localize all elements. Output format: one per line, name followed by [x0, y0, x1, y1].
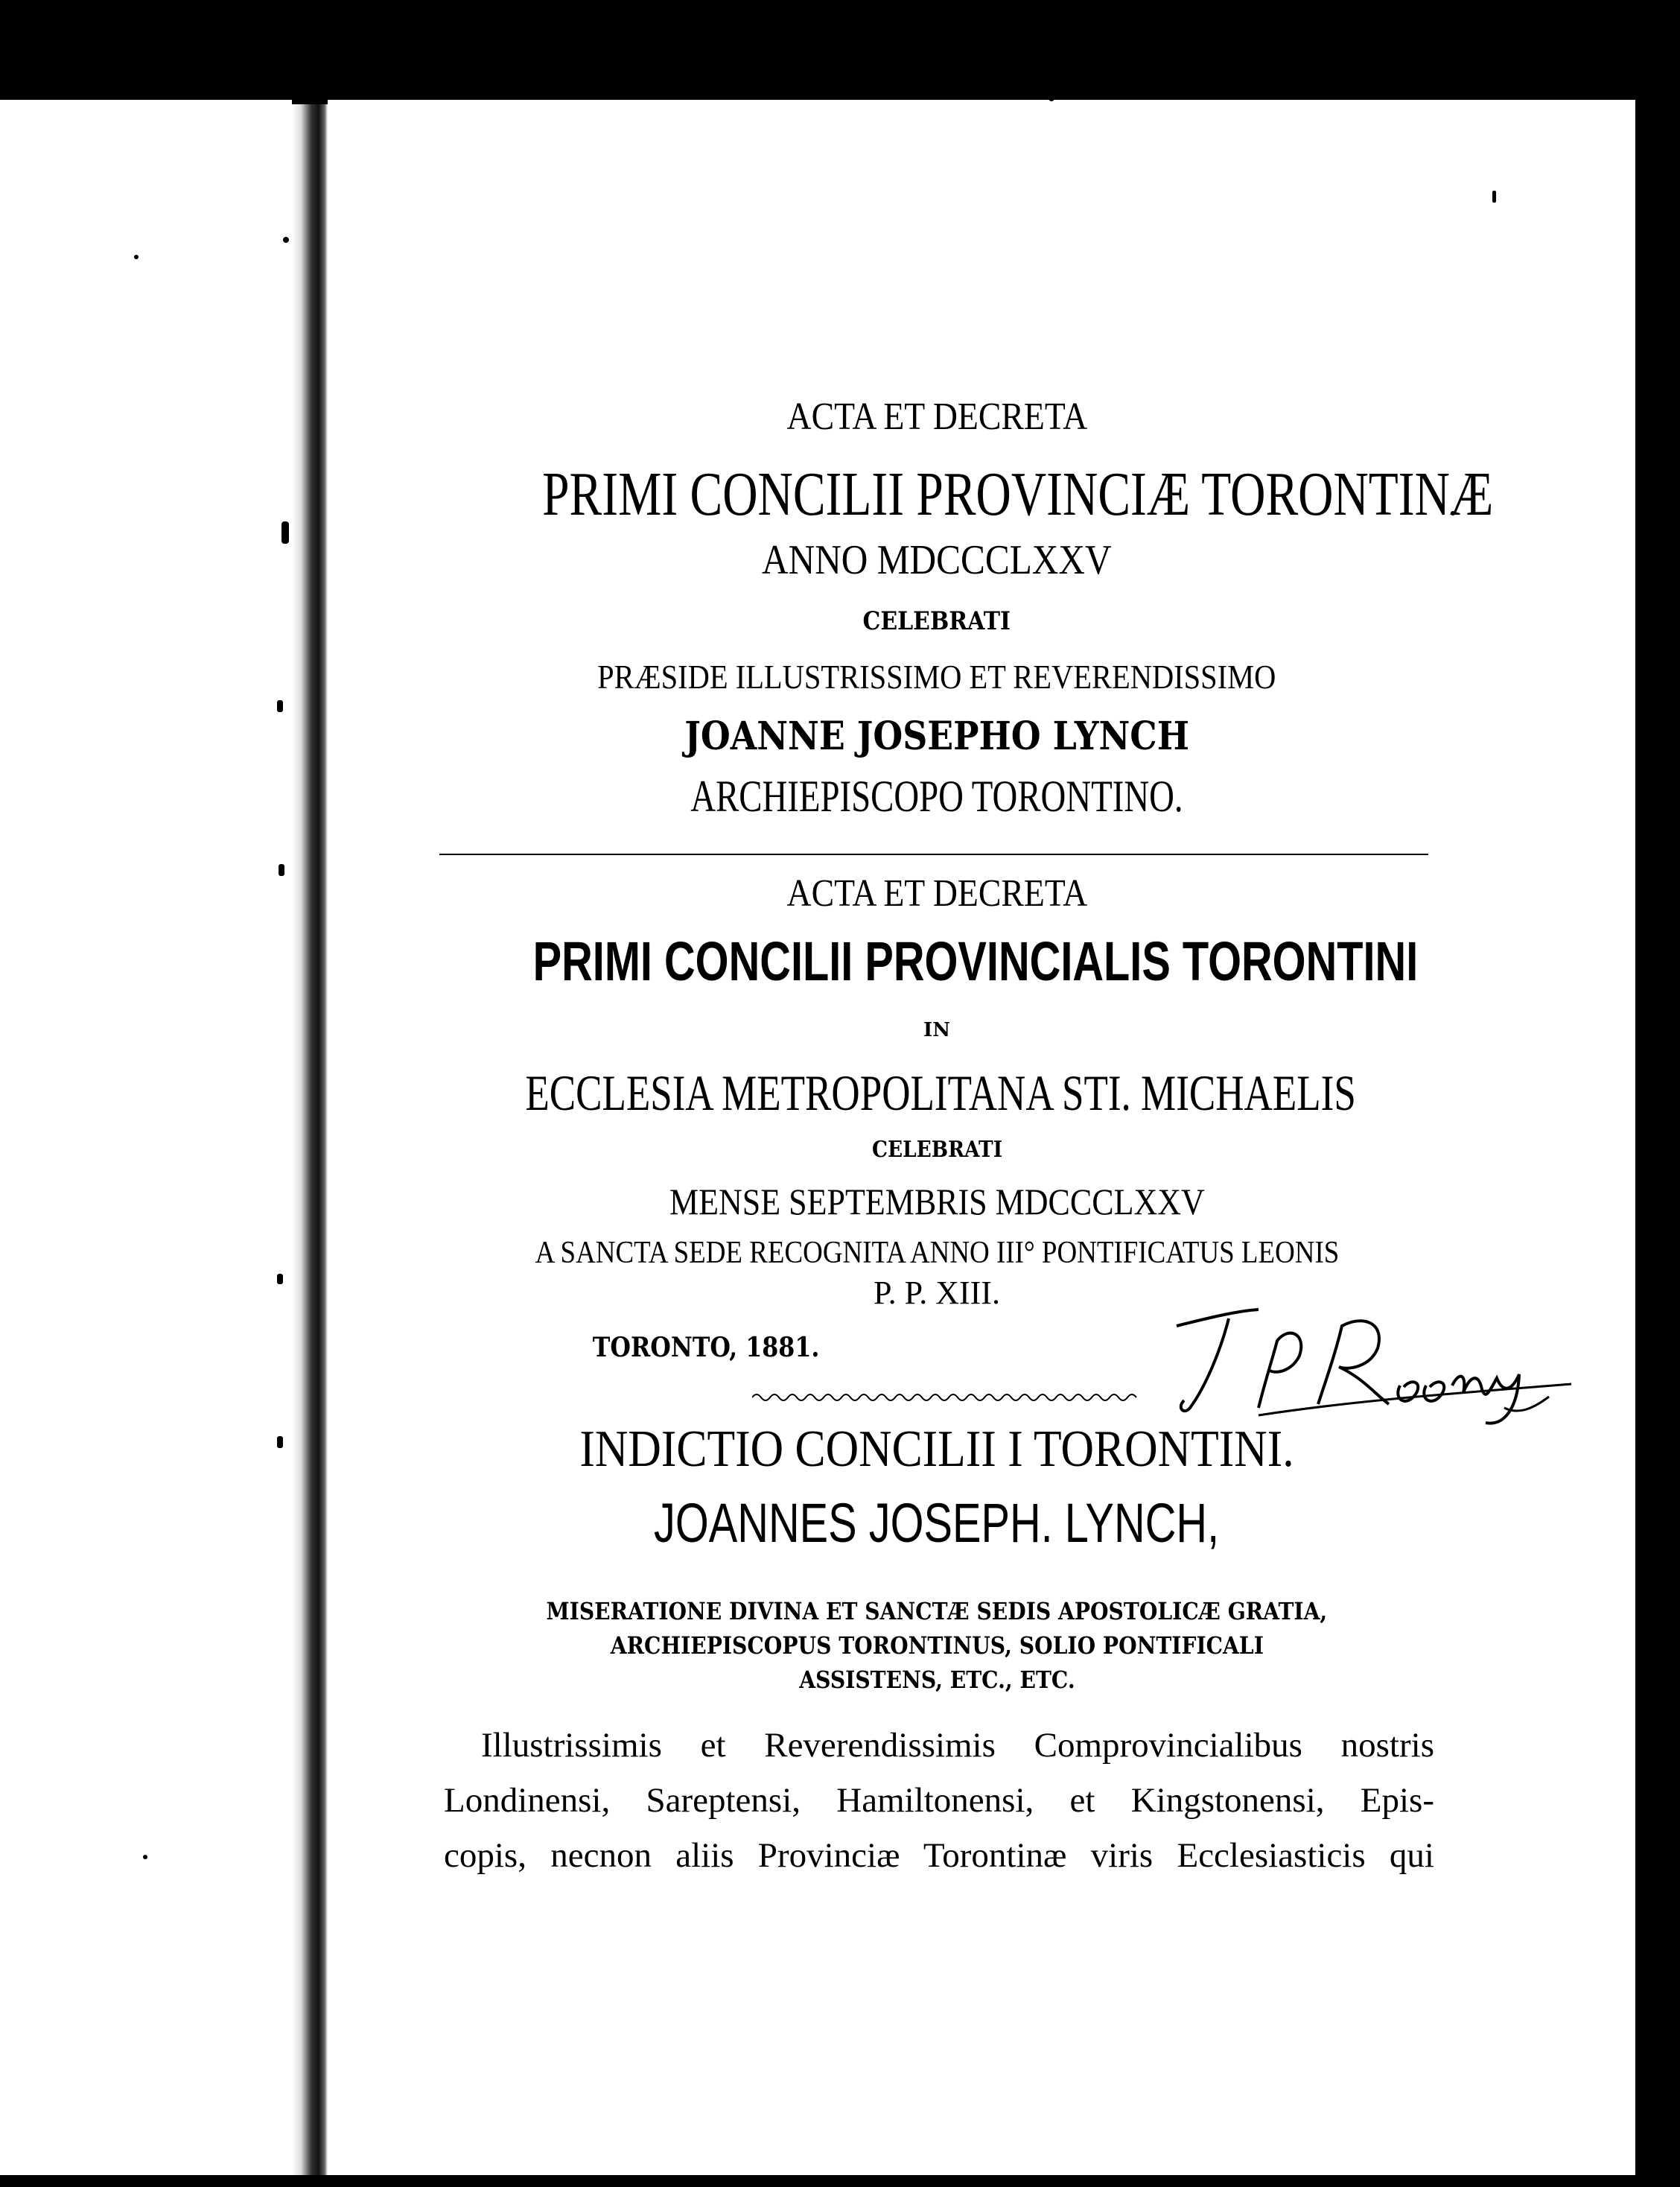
styling-line-3: [408, 1666, 1466, 1694]
ink-speck: [279, 864, 284, 876]
title-text: ANNO MDCCCLXXV: [762, 537, 1112, 583]
book-spine: [292, 104, 328, 2175]
wavy-ornament: [752, 1391, 1139, 1403]
indictio-name: [408, 1491, 1466, 1555]
styling-text: ARCHIEPISCOPUS TORONTINUS, SOLIO PONTIFICALI: [610, 1631, 1264, 1660]
title-block: [408, 395, 1494, 857]
second-title-in: [408, 1019, 1466, 1041]
title-line-primi-concilii: [408, 458, 1494, 530]
title-text: PRIMI CONCILII PROVINCIALIS TORONTINI: [532, 930, 1419, 992]
title-line-acta: [408, 395, 1466, 439]
heading-text: JOANNES JOSEPH. LYNCH,: [654, 1492, 1220, 1554]
styling-line-1: [408, 1597, 1466, 1625]
imprint-line: [177, 1332, 1235, 1363]
ink-speck: [277, 1436, 283, 1448]
title-text: ARCHIEPISCOPO TORONTINO.: [690, 772, 1183, 821]
title-text: JOANNE JOSEPHO LYNCH: [684, 714, 1189, 759]
paragraph-line: [444, 1835, 1434, 1876]
second-title-ecclesia: [408, 1064, 1466, 1123]
title-line-anno: [408, 536, 1466, 584]
styling-text: ASSISTENS, ETC., ETC.: [798, 1666, 1075, 1694]
title-text: P. P. XIII.: [874, 1275, 1000, 1311]
second-title-primi-concilii: [408, 930, 1466, 993]
left-page: [0, 100, 292, 2175]
ink-speck: [277, 700, 283, 712]
indictio-heading: [408, 1420, 1466, 1479]
ink-speck: [134, 255, 139, 259]
second-title-sancta-sede: [408, 1235, 1466, 1271]
imprint-text: TORONTO, 1881.: [592, 1332, 820, 1363]
title-text: CELEBRATI: [871, 1137, 1002, 1163]
title-text: PRIMI CONCILII PROVINCIÆ TORONTINÆ: [542, 460, 1494, 529]
styling-line-2: [408, 1631, 1466, 1660]
title-text: CELEBRATI: [862, 606, 1011, 636]
paragraph-line: [444, 1780, 1434, 1821]
ink-speck: [281, 521, 289, 544]
title-text: IN: [923, 1019, 950, 1041]
separator-rule: [439, 854, 1428, 855]
ink-speck: [143, 1855, 147, 1859]
title-text: MENSE SEPTEMBRIS MDCCCLXXV: [669, 1181, 1205, 1222]
paragraph-text: Illustrissimis et Reverendissimis Comprovincialibus nostris: [481, 1726, 1434, 1765]
heading-text: INDICTIO CONCILII I TORONTINI.: [579, 1421, 1294, 1478]
second-title-celebrati: [408, 1137, 1466, 1163]
title-text: PRÆSIDE ILLUSTRISSIMO ET REVERENDISSIMO: [597, 658, 1276, 696]
title-text: ACTA ET DECRETA: [786, 396, 1087, 438]
title-line-celebrati: [408, 606, 1466, 636]
ink-speck: [283, 237, 289, 243]
title-line-praeside: [408, 657, 1466, 696]
paragraph-text: Londinensi, Sareptensi, Hamiltonensi, et Kingstonensi, Epis-: [444, 1781, 1434, 1820]
styling-text: MISERATIONE DIVINA ET SANCTÆ SEDIS APOSTOLICÆ GRATIA,: [546, 1597, 1328, 1625]
second-title-acta: [408, 872, 1466, 915]
ink-speck: [1049, 95, 1054, 101]
title-line-archiepiscopo: [408, 771, 1466, 822]
paragraph-text: copis, necnon aliis Provinciæ Torontinæ viris Ecclesiasticis qui: [444, 1836, 1434, 1875]
title-text: ECCLESIA METROPOLITANA STI. MICHAELIS: [525, 1064, 1356, 1121]
ink-speck: [277, 1274, 283, 1284]
ink-speck: [1492, 191, 1496, 203]
title-line-lynch: [408, 714, 1466, 759]
title-text: ACTA ET DECRETA: [786, 872, 1087, 915]
second-title-mense: [408, 1180, 1466, 1223]
handwritten-signature: [1147, 1296, 1579, 1430]
paragraph-line: [481, 1725, 1434, 1765]
title-text: A SANCTA SEDE RECOGNITA ANNO III° PONTIFICATUS LEONIS: [535, 1236, 1339, 1270]
